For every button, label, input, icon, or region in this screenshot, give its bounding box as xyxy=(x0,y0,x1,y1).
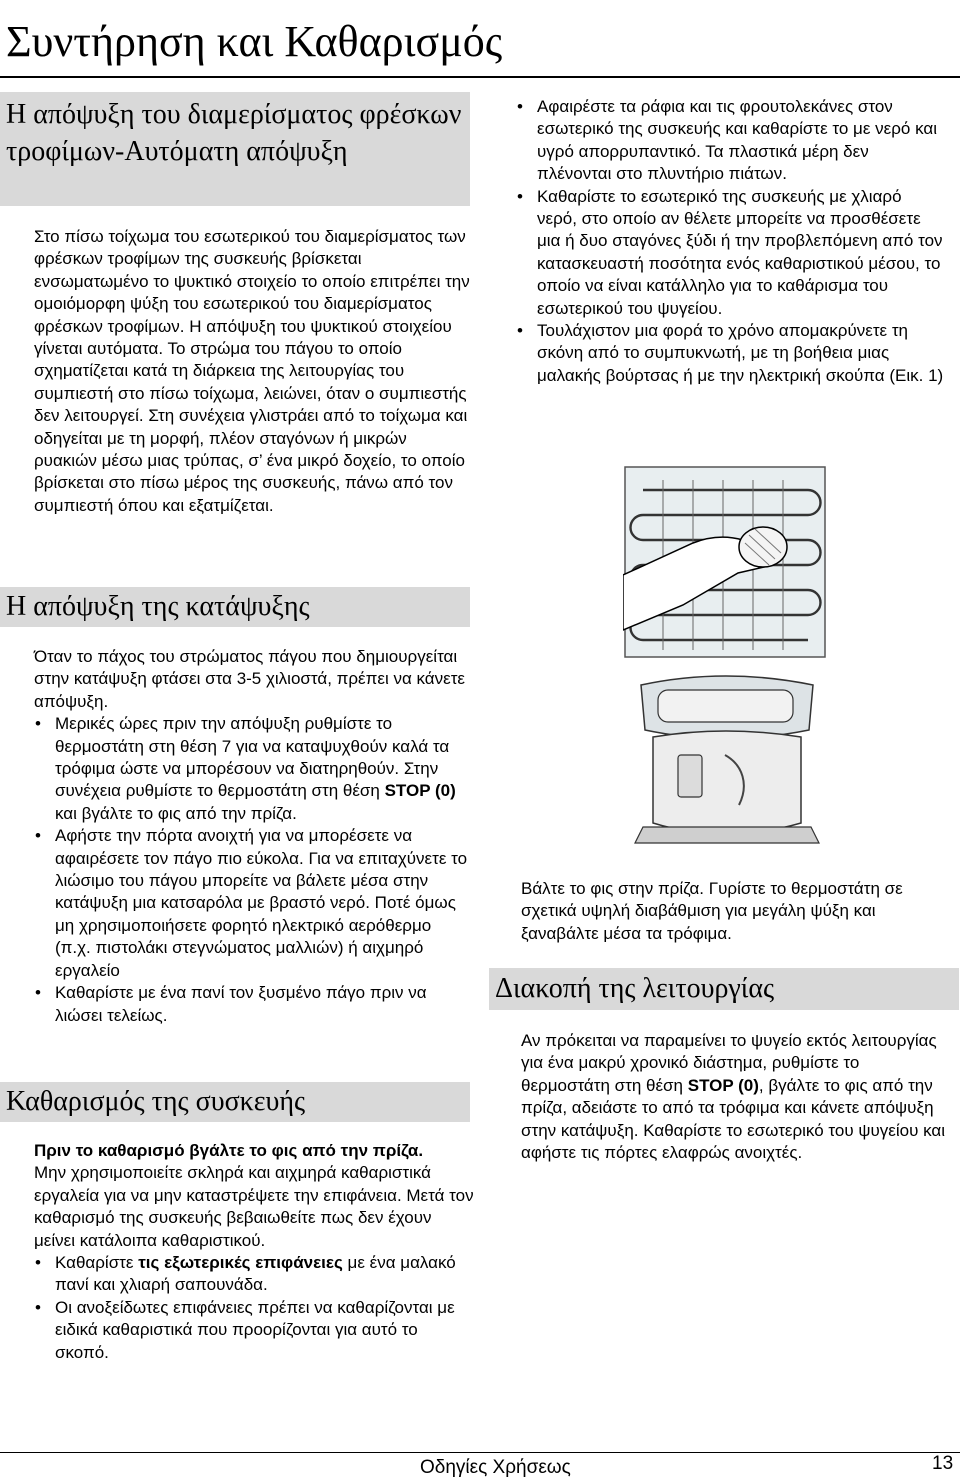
page-title: Συντήρηση και Καθαρισμός xyxy=(6,17,503,66)
bullet-icon: • xyxy=(35,1297,41,1317)
stop-operation-text xyxy=(521,1030,945,1164)
condenser-cleaning-illustration xyxy=(623,455,831,855)
compressor-icon xyxy=(653,731,801,834)
bullet-icon: • xyxy=(35,983,41,1003)
cleaning-body: Μην χρησιμοποιείτε σκληρά και αιχμηρά καθαριστικά εργαλεία για να μην καταστρέψετε την επιφάνεια. Μετά τον καθαρισμό της συσκευής βεβαιωθείτε πως δεν έχουν μείνει κατάλοιπα καθαριστικού. xyxy=(34,1163,474,1250)
appliance-cleaning-heading: Καθαρισμός της συσκευής xyxy=(0,1082,470,1122)
cleaning-steps-text xyxy=(516,96,944,387)
list-item: • Μερικές ώρες πριν την απόψυξη ρυθμίστε το θερμοστάτη στη θέση 7 για να καταψυχθούν καλά τα τρόφιμα ώστε να μπορέσουν να διατηρηθούν. Στην συνέχεια ρυθμίστε το θερμοστάτη στη θέση STOP (0) και βγάλτε το φις από την πρίζα. xyxy=(35,714,456,823)
list-item: • Καθαρίστε με ένα πανί τον ξυσμένο πάγο πριν να λιώσει τελείως. xyxy=(35,983,427,1025)
bullet-icon: • xyxy=(35,714,41,734)
cleaning-steps-list xyxy=(516,96,944,387)
brush-icon xyxy=(739,527,787,567)
bullet-icon: • xyxy=(517,97,523,116)
fresh-food-defrost-text xyxy=(34,226,474,517)
page-number: 13 xyxy=(932,1453,954,1474)
bullet-icon: • xyxy=(35,826,41,846)
stop-operation-body: Αν πρόκειται να παραμείνει το ψυγείο εκτός λειτουργίας για ένα μακρύ χρονικό διάστημα, ρυθμίστε το θερμοστάτη στη θέση STOP (0), βγάλτε το φις από την πρίζα, αδειάστε το από τα τρόφιμα και κάνετε απόψυξη στην κατάψυξη. Καθαρίστε το εσωτερικό του ψυγείου και αφήστε τις πόρτες ελαφρώς ανοιχτές. xyxy=(521,1031,945,1163)
freezer-defrost-heading: Η απόψυξη της κατάψυξης xyxy=(0,587,470,627)
after-cleaning-text xyxy=(521,878,945,945)
list-item: • Καθαρίστε τις εξωτερικές επιφάνειες με ένα μαλακό πανί και χλιαρή σαπουνάδα. xyxy=(35,1253,456,1295)
after-cleaning-body: Βάλτε το φις στην πρίζα. Γυρίστε το θερμοστάτη σε σχετικά υψηλή διαβάθμιση για μεγάλη ψύξη και ξαναβάλτε μέσα τα τρόφιμα. xyxy=(521,879,903,943)
list-item: • Καθαρίστε το εσωτερικό της συσκευής με χλιαρό νερό, στο οποίο αν θέλετε μπορείτε να προσθέσετε μια ή δυο σταγόνες ξύδι ή την προβλεπόμενη από τον κατασκευαστή ποσότητα ενός καθαριστικού μέσου, το οποίο να είναι κατάλληλο για το καθάρισμα του εσωτερικού του ψυγείου. xyxy=(517,186,943,318)
cleaning-warning: Πριν το καθαρισμό βγάλτε το φις από την πρίζα. xyxy=(34,1141,424,1160)
fresh-food-defrost-body: Στο πίσω τοίχωμα του εσωτερικού του διαμερίσματος των φρέσκων τροφίμων της συσκευής βρίσκεται ενσωματωμένο το ψυκτικό στοιχείο το οποίο επιτρέπει την ομοιόμορφη ψύξη του εσωτερικού του διαμερίσματος φρέσκων τροφίμων. Η απόψυξη του ψυκτικού στοιχείου γίνεται αυτόματα. Το στρώμα του πάγου το οποίο σχηματίζεται κατά τη διάρκεια της λειτουργίας του συμπιεστή στο πίσω τοίχωμα, λειώνει, όταν ο συμπιεστής δεν λειτουργεί. Στη συνέχεια γλιστράει από το τοίχωμα και οδηγείται με τη μορφή, πλέον σταγόνων ή μικρών ρυακιών μέσω μιας τρύπας, σ’ ένα μικρό δοχείο, το οποίο βρίσκεται στο πίσω μέρος της συσκευής, πάνω από τον συμπιεστή όπου και εξατμίζεται. xyxy=(34,227,470,515)
list-item: • Αφαιρέστε τα ράφια και τις φρουτολεκάνες στον εσωτερικό της συσκευής και καθαρίστε το με νερό και υγρό απορρυπαντικό. Τα πλαστικά μέρη δεν πλένονται στο πλυντήριο πιάτων. xyxy=(517,97,937,184)
cleaning-list xyxy=(34,1252,474,1364)
footer-divider xyxy=(0,1452,960,1453)
bullet-icon: • xyxy=(517,186,523,206)
appliance-cleaning-text xyxy=(34,1140,474,1364)
bullet-icon: • xyxy=(517,321,523,341)
list-item: • Οι ανοξείδωτες επιφάνειες πρέπει να καθαρίζονται με ειδικά καθαριστικά που προορίζονται για αυτό το σκοπό. xyxy=(35,1297,455,1362)
footer-label: Οδηγίες Χρήσεως xyxy=(420,1457,571,1478)
bullet-icon: • xyxy=(35,1253,41,1273)
stop-operation-heading: Διακοπή της λειτουργίας xyxy=(489,968,959,1010)
freezer-defrost-list xyxy=(34,713,470,1027)
freezer-defrost-text xyxy=(34,646,470,1027)
freezer-defrost-intro: Όταν το πάχος του στρώματος πάγου που δημιουργείται στην κατάψυξη φτάσει στα 3-5 χιλιοστά, πρέπει να κάνετε απόψυξη. xyxy=(34,647,465,711)
list-item: • Αφήστε την πόρτα ανοιχτή για να μπορέσετε να αφαιρέσετε τον πάγο πιο εύκολα. Για να επιταχύνετε το λιώσιμο του πάγου μπορείτε να βάλετε μέσα στην κατάψυξη μια κατσαρόλα με βραστό νερό. Ποτέ όμως μη χρησιμοποιήσετε φορητό ηλεκτρικό αερόθερμο (π.χ. πιστολάκι στεγνώματος μαλλιών) ή αιχμηρό εργαλείο xyxy=(35,826,468,980)
list-item: • Τουλάχιστον μια φορά το χρόνο απομακρύνετε τη σκόνη από το συμπυκνωτή, με τη βοήθεια μιας μαλακής βούρτσας ή με την ηλεκτρική σκούπα (Εικ. 1) xyxy=(517,321,944,385)
fresh-food-defrost-heading: Η απόψυξη του διαμερίσματος φρέσκων τροφίμων-Αυτόματη απόψυξη xyxy=(0,92,470,206)
title-divider xyxy=(0,76,960,78)
